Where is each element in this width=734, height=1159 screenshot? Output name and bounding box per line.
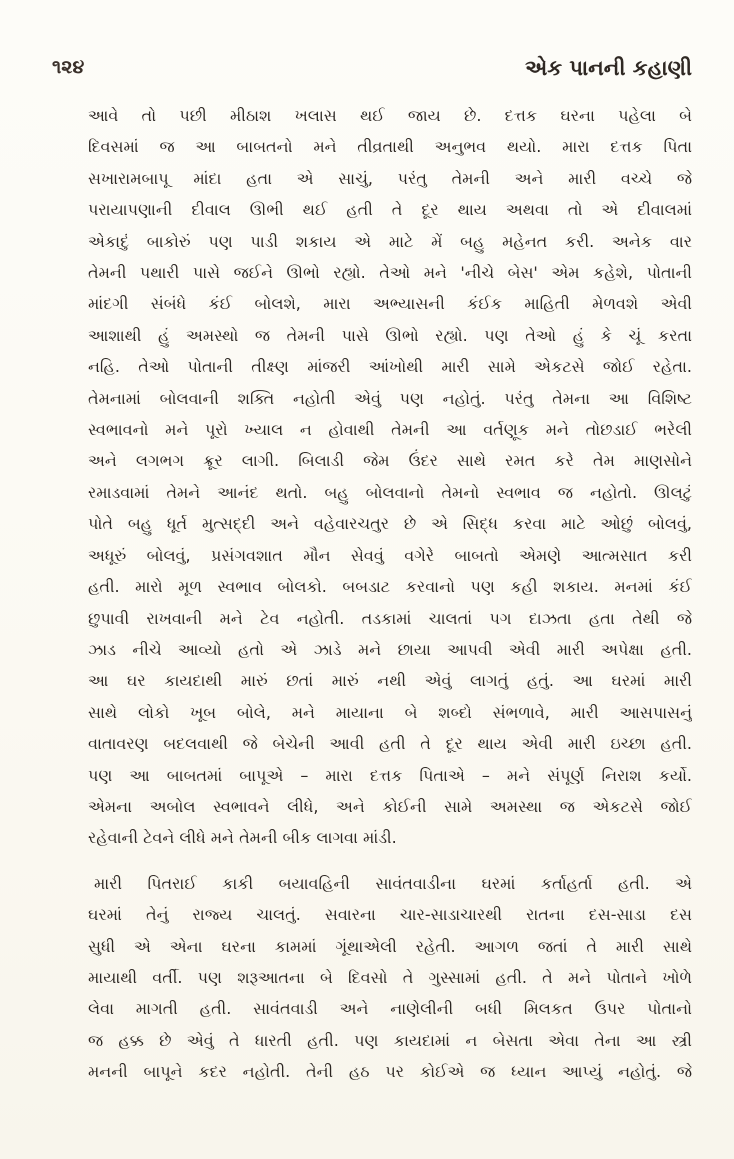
text-line: પોતે બહુ ધૂર્ત મુત્સદ્દી અને વહેવારચતુર છે એ સિદ્ધ કરવા માટે ઓછું બોલવું,	[88, 514, 692, 534]
text-line-last: રહેવાની ટેવને લીધે મને તેમની બીક લાગવા માંડી.	[88, 828, 397, 848]
text-line: લેવા માગતી હતી. સાવંતવાડી અને નાણેલીની બધી મિલકત ઉપર પોતાનો	[88, 999, 692, 1019]
text-line: સ્વભાવનો મને પૂરો ખ્યાલ ન હોવાથી તેમની આ વર્તણૂક મને તોછડાઈ ભરેલી	[88, 420, 692, 440]
page-number: ૧૨૪	[52, 56, 85, 78]
text-line: આવે તો પછી મીઠાશ ખલાસ થઈ જાય છે. દત્તક ઘરના પહેલા બે	[88, 106, 692, 125]
text-line: ઘરમાં તેનું રાજ્ય ચાલતું. સવારના ચાર-સાડાચારથી રાતના દસ-સાડા દસ	[88, 905, 692, 925]
page-header	[52, 52, 692, 92]
text-line: વાતાવરણ બદલવાથી જે બેચેની આવી હતી તે દૂર થાય એવી મારી ઇચ્છા હતી.	[88, 734, 692, 754]
text-line: તેમની પથારી પાસે જઈને ઊભો રહ્યો. તેઓ મને 'નીચે બેસ' એમ કહેશે, પોતાની	[88, 263, 692, 283]
text-line: સુધી એ એના ઘરના કામમાં ગૂંથાએલી રહેતી. આગળ જતાં તે મારી સાથે	[88, 936, 692, 956]
running-title: એક પાનની કહાણી	[525, 56, 692, 80]
text-line: રમાડવામાં તેમને આનંદ થતો. બહુ બોલવાનો તેમનો સ્વભાવ જ નહોતો. ઊલટું	[88, 482, 692, 502]
text-line: એકાદું બાકોરું પણ પાડી શકાય એ માટે મેં બહુ મહેનત કરી. અનેક વાર	[88, 231, 692, 251]
text-line: પરાયાપણાની દીવાલ ઊભી થઈ હતી તે દૂર થાય અથવા તો એ દીવાલમાં	[88, 200, 692, 220]
paragraph-1	[88, 100, 692, 854]
text-line: નહિ. તેઓ પોતાની તીક્ષ્ણ માંજરી આંખોથી મારી સામે એકટસે જોઈ રહેતા.	[88, 357, 692, 377]
text-line: આશાથી હું અમસ્થો જ તેમની પાસે ઊભો રહ્યો. પણ તેઓ હું કે ચૂં કરતા	[88, 325, 692, 345]
text-line: માંદગી સંબંધે કંઈ બોલશે, મારા અભ્યાસની કંઈક માહિતી મેળવશે એવી	[88, 294, 692, 314]
text-line: તેમનામાં બોલવાની શક્તિ નહોતી એવું પણ નહોતું. પરંતુ તેમના આ વિશિષ્ટ	[88, 388, 692, 408]
body-text	[88, 100, 692, 1088]
text-line: એમના અબોલ સ્વભાવને લીધે, અને કોઈની સામે અમસ્થા જ એકટસે જોઈ	[88, 796, 692, 816]
text-line: મારી પિતરાઈ કાકી બયાવહિની સાવંતવાડીના ઘરમાં કર્તાહર્તા હતી. એ	[94, 873, 692, 893]
paragraph-2	[88, 868, 692, 1088]
text-line: સખારામબાપૂ માંદા હતા એ સાચું, પરંતુ તેમની અને મારી વચ્ચે જે	[88, 168, 692, 188]
text-line: છુપાવી રાખવાની મને ટેવ નહોતી. તડકામાં ચાલતાં પગ દાઝતા હતા તેથી જે	[88, 608, 692, 628]
text-line: ઝાડ નીચે આવ્યો હતો એ ઝાડે મને છાયા આપવી એવી મારી અપેક્ષા હતી.	[88, 639, 692, 659]
text-line: દિવસમાં જ આ બાબતનો મને તીવ્રતાથી અનુભવ થયો. મારા દત્તક પિતા	[88, 137, 692, 157]
text-line: અને લગભગ ક્રૂર લાગી. બિલાડી જેમ ઉંદર સાથે રમત કરે તેમ માણસોને	[88, 451, 692, 471]
text-line: સાથે લોકો ખૂબ બોલે, મને માયાના બે શબ્દો સંભળાવે, મારી આસપાસનું	[88, 702, 692, 722]
text-line: માયાથી વર્તી. પણ શરૂઆતના બે દિવસો તે ગુસ્સામાં હતી. તે મને પોતાને ખોળે	[88, 967, 692, 987]
text-line: અધૂરું બોલવું, પ્રસંગવશાત મૌન સેવવું વગેરે બાબતો એમણે આત્મસાત કરી	[88, 545, 692, 565]
text-line: આ ઘર કાયદાથી મારું છતાં મારું નથી એવું લાગતું હતું. આ ઘરમાં મારી	[88, 671, 692, 691]
text-line: પણ આ બાબતમાં બાપૂએ – મારા દત્તક પિતાએ – મને સંપૂર્ણ નિરાશ કર્યો.	[88, 765, 692, 785]
text-line: મનની બાપૂને કદર નહોતી. તેની હઠ પર કોઈએ જ ધ્યાન આપ્યું નહોતું. જે	[88, 1062, 692, 1082]
text-line: જ હક્ક છે એવું તે ધારતી હતી. પણ કાયદામાં ન બેસતા એવા તેના આ સ્ત્રી	[88, 1030, 692, 1050]
text-line: હતી. મારો મૂળ સ્વભાવ બોલકો. બબડાટ કરવાનો પણ કહી શકાય. મનમાં કંઈ	[88, 577, 692, 597]
